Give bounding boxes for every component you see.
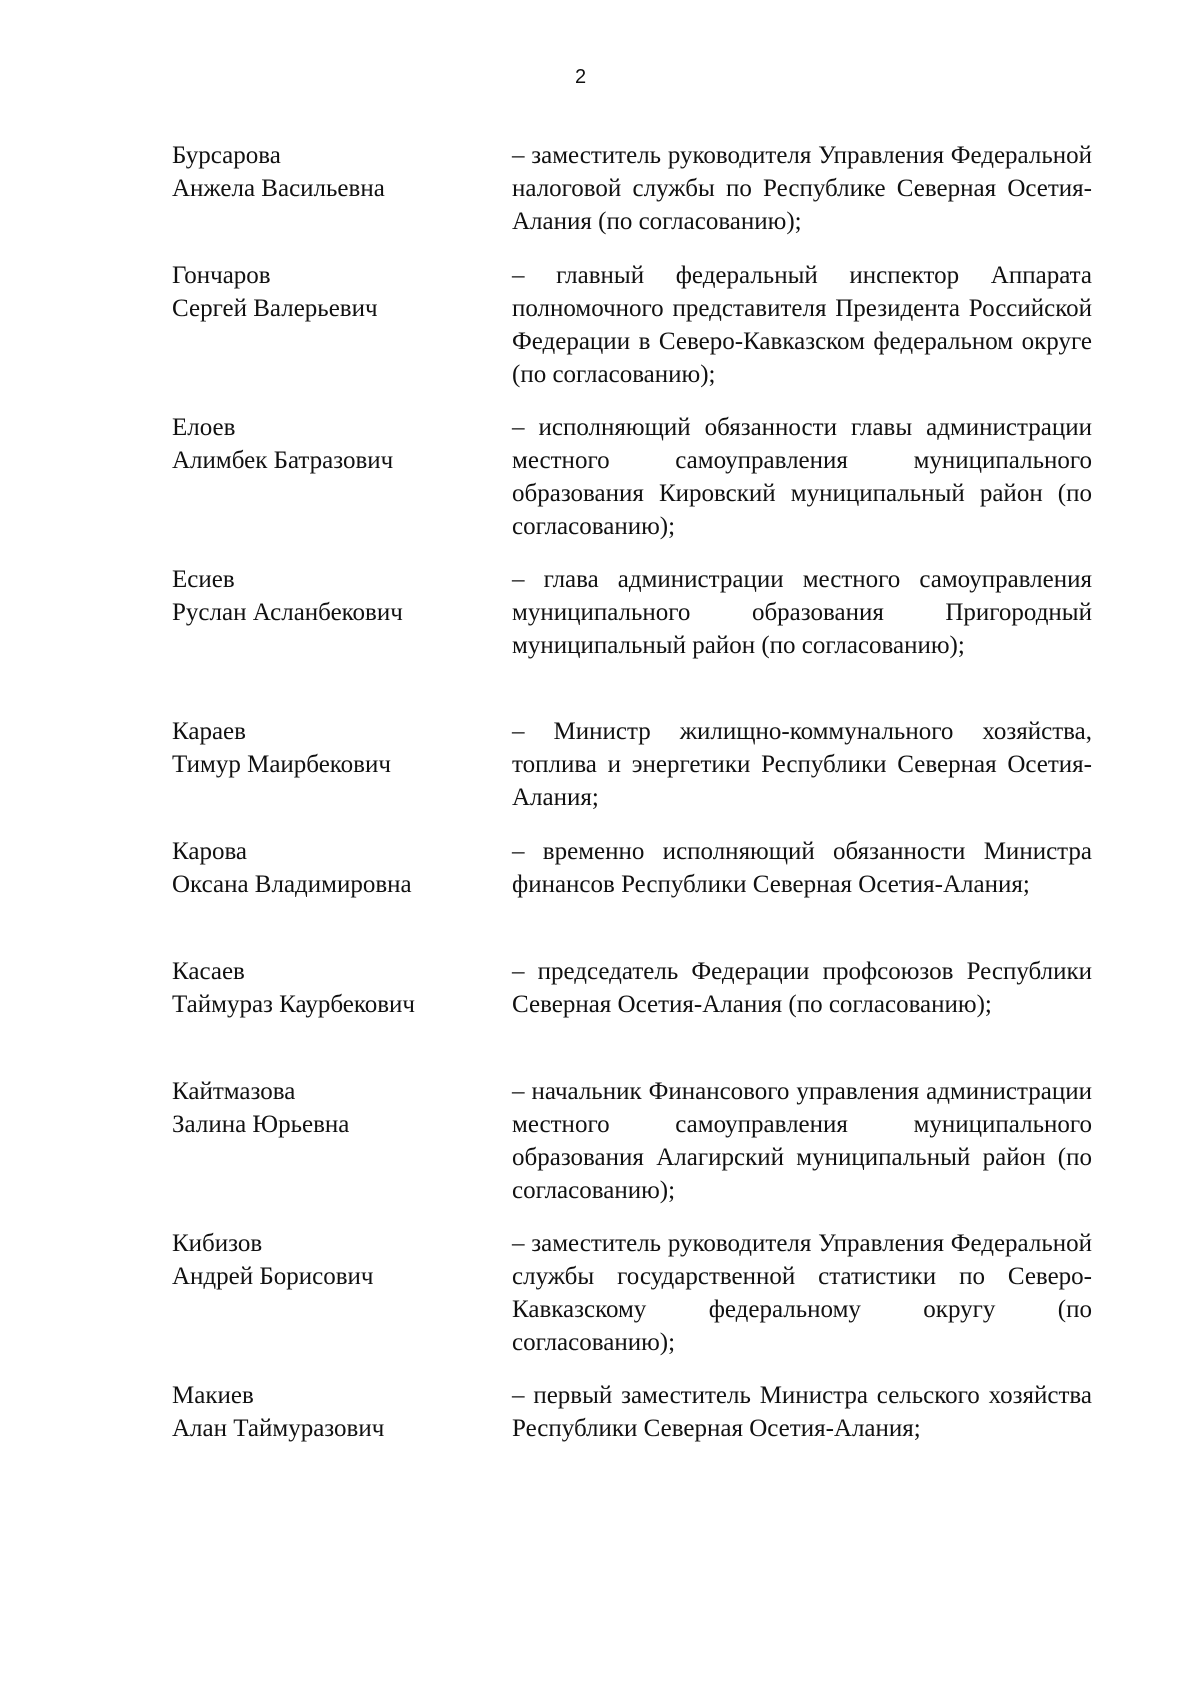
member-surname: Касаев [172, 958, 245, 985]
member-name [172, 259, 492, 325]
member-given-names: Залина Юрьевна [172, 1111, 350, 1138]
member-name [172, 1227, 492, 1293]
member-given-names: Алимбек Батразович [172, 447, 394, 474]
page-number: 2 [574, 66, 587, 88]
member-name [172, 563, 492, 629]
member-name [172, 139, 492, 205]
member-role: – начальник Финансового управления администрации местного самоуправления муниципального образования Алагирский муниципальный район (по согласованию); [512, 1078, 1092, 1204]
member-role: – исполняющий обязанности главы администрации местного самоуправления муниципального образования Кировский муниципальный район (по согласованию); [512, 414, 1092, 540]
member-given-names: Сергей Валерьевич [172, 295, 378, 322]
member-role: – первый заместитель Министра сельского хозяйства Республики Северная Осетия-Алания; [512, 1382, 1092, 1442]
member-surname: Есиев [172, 566, 235, 593]
member-role: – Министр жилищно-коммунального хозяйства, топлива и энергетики Республики Северная Осетия-Алания; [512, 718, 1092, 811]
member-surname: Карова [172, 838, 248, 865]
member-name [172, 715, 492, 781]
member-given-names: Тимур Маирбекович [172, 751, 391, 778]
member-surname: Макиев [172, 1382, 254, 1409]
member-given-names: Алан Таймуразович [172, 1415, 385, 1442]
member-role: – глава администрации местного самоуправления муниципального образования Пригородный муниципальный район (по согласованию); [512, 566, 1092, 659]
member-given-names: Анжела Васильевна [172, 175, 385, 202]
member-surname: Кибизов [172, 1230, 263, 1257]
member-name [172, 1379, 492, 1445]
member-name [172, 1075, 492, 1141]
member-surname: Елоев [172, 414, 236, 441]
member-role: – главный федеральный инспектор Аппарата полномочного представителя Президента Российской Федерации в Северо-Кавказском федеральном округе (по согласованию); [512, 262, 1092, 388]
member-surname: Бурсарова [172, 142, 281, 169]
member-given-names: Оксана Владимировна [172, 871, 412, 898]
member-role: – временно исполняющий обязанности Министра финансов Республики Северная Осетия-Алания; [512, 838, 1092, 898]
member-given-names: Руслан Асланбекович [172, 599, 403, 626]
member-given-names: Андрей Борисович [172, 1263, 374, 1290]
member-name [172, 835, 492, 901]
member-surname: Караев [172, 718, 246, 745]
member-role: – председатель Федерации профсоюзов Республики Северная Осетия-Алания (по согласованию); [512, 958, 1092, 1018]
member-name [172, 955, 492, 1021]
member-name [172, 411, 492, 477]
member-role: – заместитель руководителя Управления Федеральной службы государственной статистики по Северо-Кавказскому федеральному округу (по согласованию); [512, 1230, 1092, 1356]
member-surname: Кайтмазова [172, 1078, 296, 1105]
member-surname: Гончаров [172, 262, 271, 289]
member-given-names: Таймураз Каурбекович [172, 991, 415, 1018]
member-role: – заместитель руководителя Управления Федеральной налоговой службы по Республике Северная Осетия-Алания (по согласованию); [512, 142, 1092, 235]
